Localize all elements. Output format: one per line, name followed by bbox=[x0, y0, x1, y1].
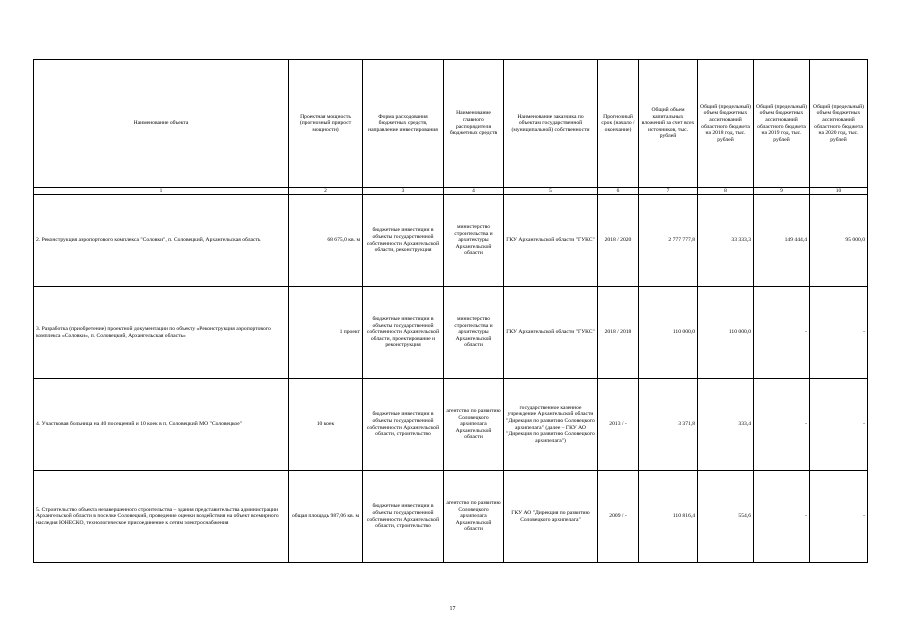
budget-2018-cell: 333,4 bbox=[698, 379, 754, 471]
capacity-cell: 10 коек bbox=[289, 379, 363, 471]
header-budget-2019: Общий (предельный) объем бюджетных ассигнований областного бюджета на 2019 год, тыс. рублей bbox=[754, 60, 810, 188]
customer-cell: ГКУ Архангельской области "ГУКС" bbox=[504, 287, 598, 379]
object-name-cell: 3. Разработка (приобретение) проектной документации по объекту «Реконструкция аэропортового комплекса «Соловки», п. Соловецкий, Архангельская область» bbox=[34, 287, 289, 379]
column-number: 4 bbox=[444, 188, 504, 195]
budget-2020-cell: 95 000,0 bbox=[810, 195, 868, 287]
spending-form-cell: бюджетные инвестиции в объекты государственной собственности Архангельской области, строительство bbox=[363, 471, 444, 563]
table-row bbox=[34, 379, 868, 471]
budget-manager-cell: министерство строительства и архитектуры Архангельской области bbox=[444, 195, 504, 287]
term-cell: 2013 / - bbox=[598, 379, 639, 471]
budget-manager-cell: агентство по развитию Соловецкого архипелага Архангельской области bbox=[444, 379, 504, 471]
term-cell: 2009 / - bbox=[598, 471, 639, 563]
column-number: 8 bbox=[698, 188, 754, 195]
budget-manager-cell: министерство строительства и архитектуры Архангельской области bbox=[444, 287, 504, 379]
total-investment-cell: 3 371,8 bbox=[639, 379, 698, 471]
column-number: 7 bbox=[639, 188, 698, 195]
header-term: Прогнозный срок (начало / окончание) bbox=[598, 60, 639, 188]
budget-manager-cell: агентство по развитию Соловецкого архипелага Архангельской области bbox=[444, 471, 504, 563]
budget-2019-cell: 149 444,4 bbox=[754, 195, 810, 287]
header-customer: Наименование заказчика по объектам государственной (муниципальной) собственности bbox=[504, 60, 598, 188]
object-name-cell: 5. Строительство объекта незавершенного строительства – здания представительства администрации Архангельской области в поселке Соловецкий, проведение оценки воздействия на объект всемирного наследия ЮНЕСКО, технологическое присоединение к сетям электроснабжения bbox=[34, 471, 289, 563]
column-number: 5 bbox=[504, 188, 598, 195]
budget-2020-cell: - bbox=[810, 379, 868, 471]
investment-table bbox=[33, 59, 868, 563]
total-investment-cell: 2 777 777,8 bbox=[639, 195, 698, 287]
column-number: 10 bbox=[810, 188, 868, 195]
budget-2019-cell: - bbox=[754, 471, 810, 563]
term-cell: 2018 / 2018 bbox=[598, 287, 639, 379]
column-number: 1 bbox=[34, 188, 289, 195]
object-name-cell: 2. Реконструкция аэропортового комплекса "Соловки", п. Соловецкий, Архангельская область bbox=[34, 195, 289, 287]
header-budget-2020: Общий (предельный) объем бюджетных ассигнований областного бюджета на 2020 год, тыс. рублей bbox=[810, 60, 868, 188]
object-name-cell: 4. Участковая больница на 40 посещений и 10 коек в п. Соловецкий МО "Соловецкое" bbox=[34, 379, 289, 471]
column-number: 9 bbox=[754, 188, 810, 195]
budget-2020-cell: - bbox=[810, 287, 868, 379]
customer-cell: государственное казенное учреждение Архангельской области "Дирекция по развитию Соловецкого архипелага" (далее – ГКУ АО "Дирекция по развитию Соловецкого архипелага") bbox=[504, 379, 598, 471]
column-number: 6 bbox=[598, 188, 639, 195]
budget-2018-cell: 33 333,3 bbox=[698, 195, 754, 287]
budget-2019-cell: - bbox=[754, 287, 810, 379]
header-budget-2018: Общий (предельный) объем бюджетных ассигнований областного бюджета на 2018 год, тыс. рублей bbox=[698, 60, 754, 188]
total-investment-cell: 110 000,0 bbox=[639, 287, 698, 379]
customer-cell: ГКУ АО "Дирекция по развитию Соловецкого архипелага" bbox=[504, 471, 598, 563]
table-row bbox=[34, 287, 868, 379]
total-investment-cell: 110 816,4 bbox=[639, 471, 698, 563]
customer-cell: ГКУ Архангельской области "ГУКС" bbox=[504, 195, 598, 287]
spending-form-cell: бюджетные инвестиции в объекты государственной собственности Архангельской области, реконструкция bbox=[363, 195, 444, 287]
page-number: 17 bbox=[449, 606, 456, 612]
capacity-cell: 1 проект bbox=[289, 287, 363, 379]
column-number: 3 bbox=[363, 188, 444, 195]
budget-2018-cell: 554,6 bbox=[698, 471, 754, 563]
budget-2019-cell: - bbox=[754, 379, 810, 471]
budget-2020-cell: - bbox=[810, 471, 868, 563]
table-row bbox=[34, 471, 868, 563]
table-row bbox=[34, 195, 868, 287]
spending-form-cell: бюджетные инвестиции в объекты государственной собственности Архангельской области, строительство bbox=[363, 379, 444, 471]
header-spending-form: Форма расходования бюджетных средств, направление инвестирования bbox=[363, 60, 444, 188]
term-cell: 2018 / 2020 bbox=[598, 195, 639, 287]
capacity-cell: 68 675,0 кв. м bbox=[289, 195, 363, 287]
column-number: 2 bbox=[289, 188, 363, 195]
spending-form-cell: бюджетные инвестиции в объекты государственной собственности Архангельской области, проектирование и реконструкция bbox=[363, 287, 444, 379]
header-capacity: Проектная мощность (прогнозный прирост мощности) bbox=[289, 60, 363, 188]
column-numbers-row bbox=[34, 188, 868, 195]
header-object-name: Наименование объекта bbox=[34, 60, 289, 188]
header-budget-manager: Наименование главного распорядителя бюджетных средств bbox=[444, 60, 504, 188]
header-total-investment: Общий объем капитальных вложений за счет всех источников, тыс. рублей bbox=[639, 60, 698, 188]
table-header-row bbox=[34, 60, 868, 188]
budget-2018-cell: 110 000,0 bbox=[698, 287, 754, 379]
capacity-cell: общая площадь 987,06 кв. м bbox=[289, 471, 363, 563]
